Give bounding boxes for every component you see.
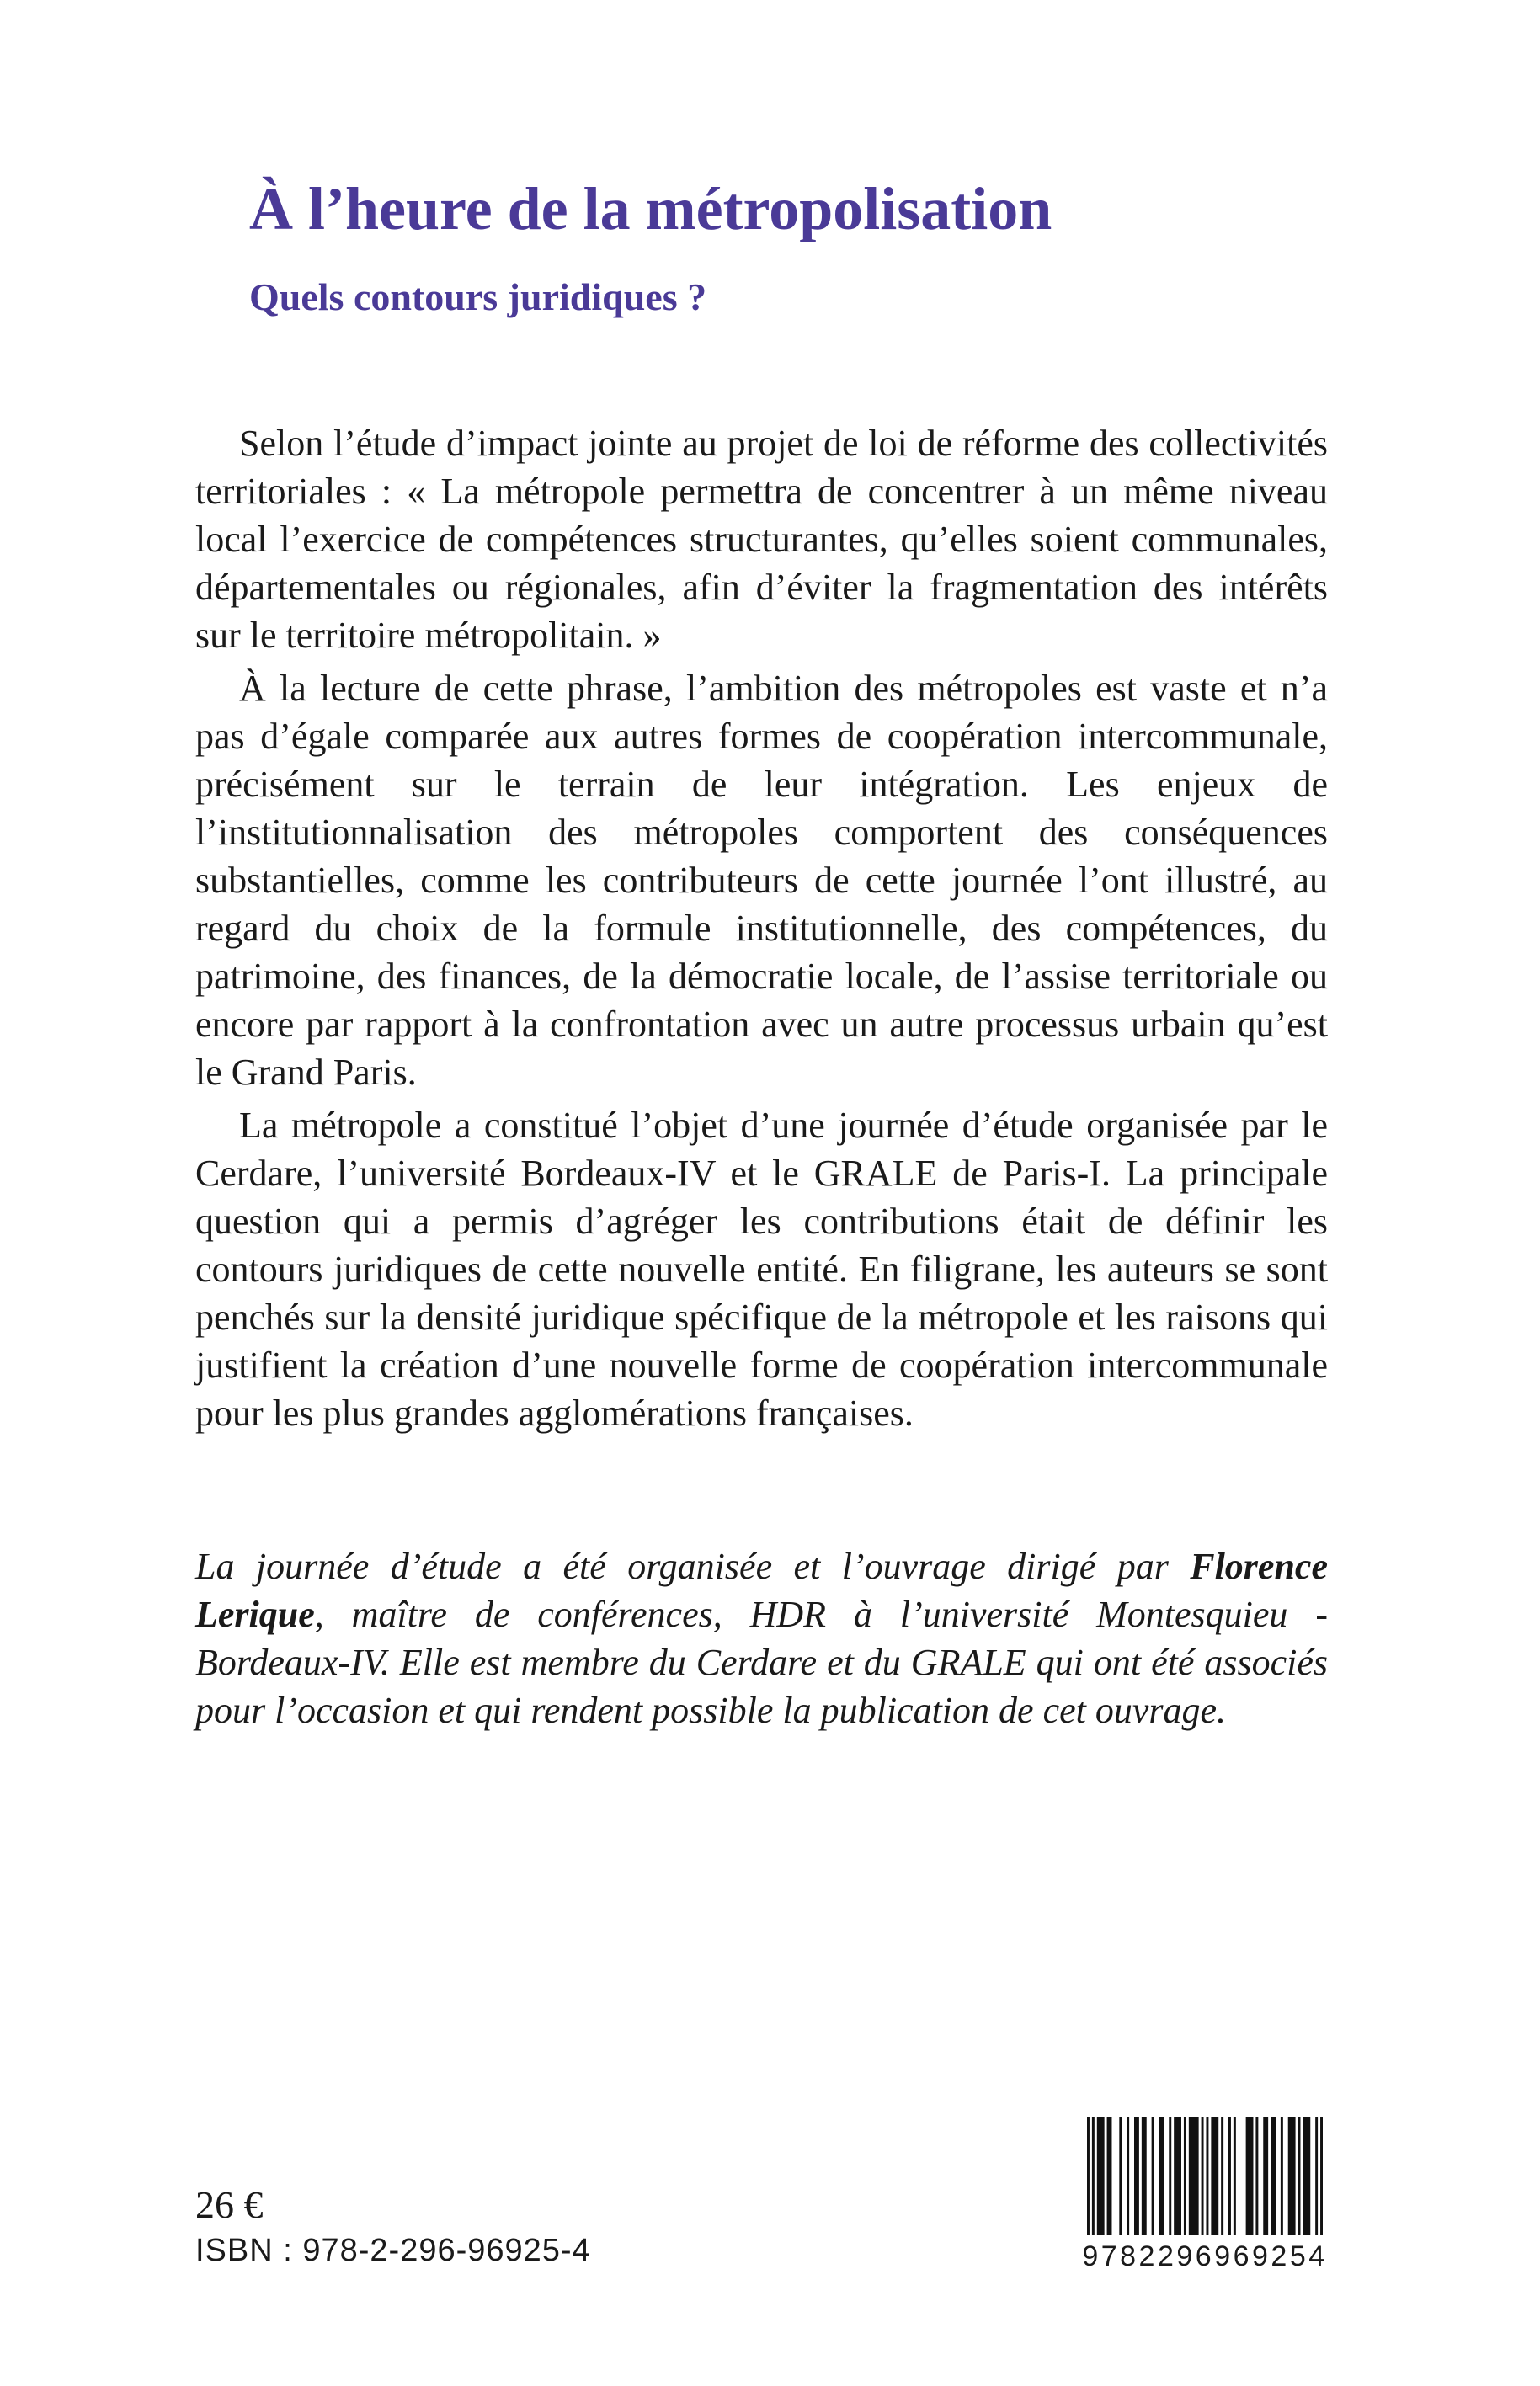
author-note-details: , maître de conférences, HDR à l’université Montesquieu - Bordeaux-IV. Elle est membre du Cerdare et du GRALE qui ont été associés pour l’occasion et qui rendent possible la publication de cet ouvrage.	[195, 1594, 1328, 1731]
barcode-bar	[1159, 2117, 1164, 2235]
barcode-bar	[1228, 2117, 1231, 2235]
barcode-bar	[1315, 2117, 1318, 2235]
summary-paragraph-1: Selon l’étude d’impact jointe au projet de loi de réforme des collectivités territoriales : « La métropole permettra de concentrer à un même niveau local l’exercice de compétences structurantes, qu’elles soient communales, départementales ou régionales, afin d’éviter la fragmentation des intérêts sur le territoire métropolitain. »	[195, 423, 1328, 656]
barcode-bar	[1221, 2117, 1223, 2235]
barcode-bar	[1206, 2117, 1208, 2235]
barcode-bar	[1119, 2117, 1122, 2235]
barcode-bar	[1087, 2117, 1090, 2235]
barcode-bar	[1320, 2117, 1323, 2235]
summary-paragraph-2: À la lecture de cette phrase, l’ambition des métropoles est vaste et n’a pas d’égale comparée aux autres formes de coopération intercommunale, précisément sur le terrain de leur intégration. Les enjeux de l’institutionnalisation des métropoles comportent des conséquences substantielles, comme les contributeurs de cette journée l’ont illustré, au regard du choix de la formule institutionnelle, des compétences, du patrimoine, des finances, de la démocratie locale, de l’assise territoriale ou encore par rapport à la confrontation avec un autre processus urbain qu’est le Grand Paris.	[195, 668, 1328, 1093]
barcode-bar	[1271, 2117, 1276, 2235]
book-title: À l’heure de la métropolisation	[249, 175, 1052, 242]
barcode-bar	[1134, 2117, 1139, 2235]
isbn-label: ISBN : 978-2-296-96925-4	[195, 2233, 591, 2268]
barcode-bar	[1234, 2117, 1236, 2235]
barcode-bar	[1255, 2117, 1258, 2235]
barcode-bar	[1127, 2117, 1129, 2235]
barcode-bar	[1107, 2117, 1112, 2235]
author-note	[195, 1542, 1328, 1734]
barcode-bar	[1169, 2117, 1171, 2235]
back-cover-summary	[195, 419, 1328, 1442]
book-subtitle: Quels contours juridiques ?	[249, 275, 707, 318]
barcode-bar	[1281, 2117, 1283, 2235]
barcode-digits: 9782296969254	[1082, 2240, 1328, 2272]
isbn-barcode	[1080, 2117, 1330, 2286]
summary-paragraph-3: La métropole a constitué l’objet d’une journée d’étude organisée par le Cerdare, l’université Bordeaux-IV et le GRALE de Paris-I. La principale question qui a permis d’agréger les contributions était de définir les contours juridiques de cette nouvelle entité. En filigrane, les auteurs se sont penchés sur la densité juridique spécifique de la métropole et les raisons qui justifient la création d’une nouvelle forme de coopération intercommunale pour les plus grandes agglomérations françaises.	[195, 1105, 1328, 1434]
barcode-bar	[1202, 2117, 1204, 2235]
author-note-intro: La journée d’étude a été organisée et l’ouvrage dirigé par	[195, 1546, 1191, 1587]
barcode-bar	[1303, 2117, 1310, 2235]
barcode-bar	[1189, 2117, 1199, 2235]
barcode-bar	[1246, 2117, 1254, 2235]
barcode-bar	[1152, 2117, 1154, 2235]
barcode-bar	[1184, 2117, 1186, 2235]
barcode-bar	[1263, 2117, 1268, 2235]
barcode-bar	[1092, 2117, 1095, 2235]
barcode-bar	[1211, 2117, 1218, 2235]
barcode-bar	[1288, 2117, 1296, 2235]
barcode-bar	[1174, 2117, 1181, 2235]
barcode-bar	[1298, 2117, 1301, 2235]
barcode-bars-icon	[1087, 2117, 1323, 2235]
price-label: 26 €	[195, 2183, 264, 2226]
author-name: Florence Lerique	[195, 1546, 1328, 1635]
barcode-bar	[1097, 2117, 1105, 2235]
barcode-bar	[1142, 2117, 1147, 2235]
